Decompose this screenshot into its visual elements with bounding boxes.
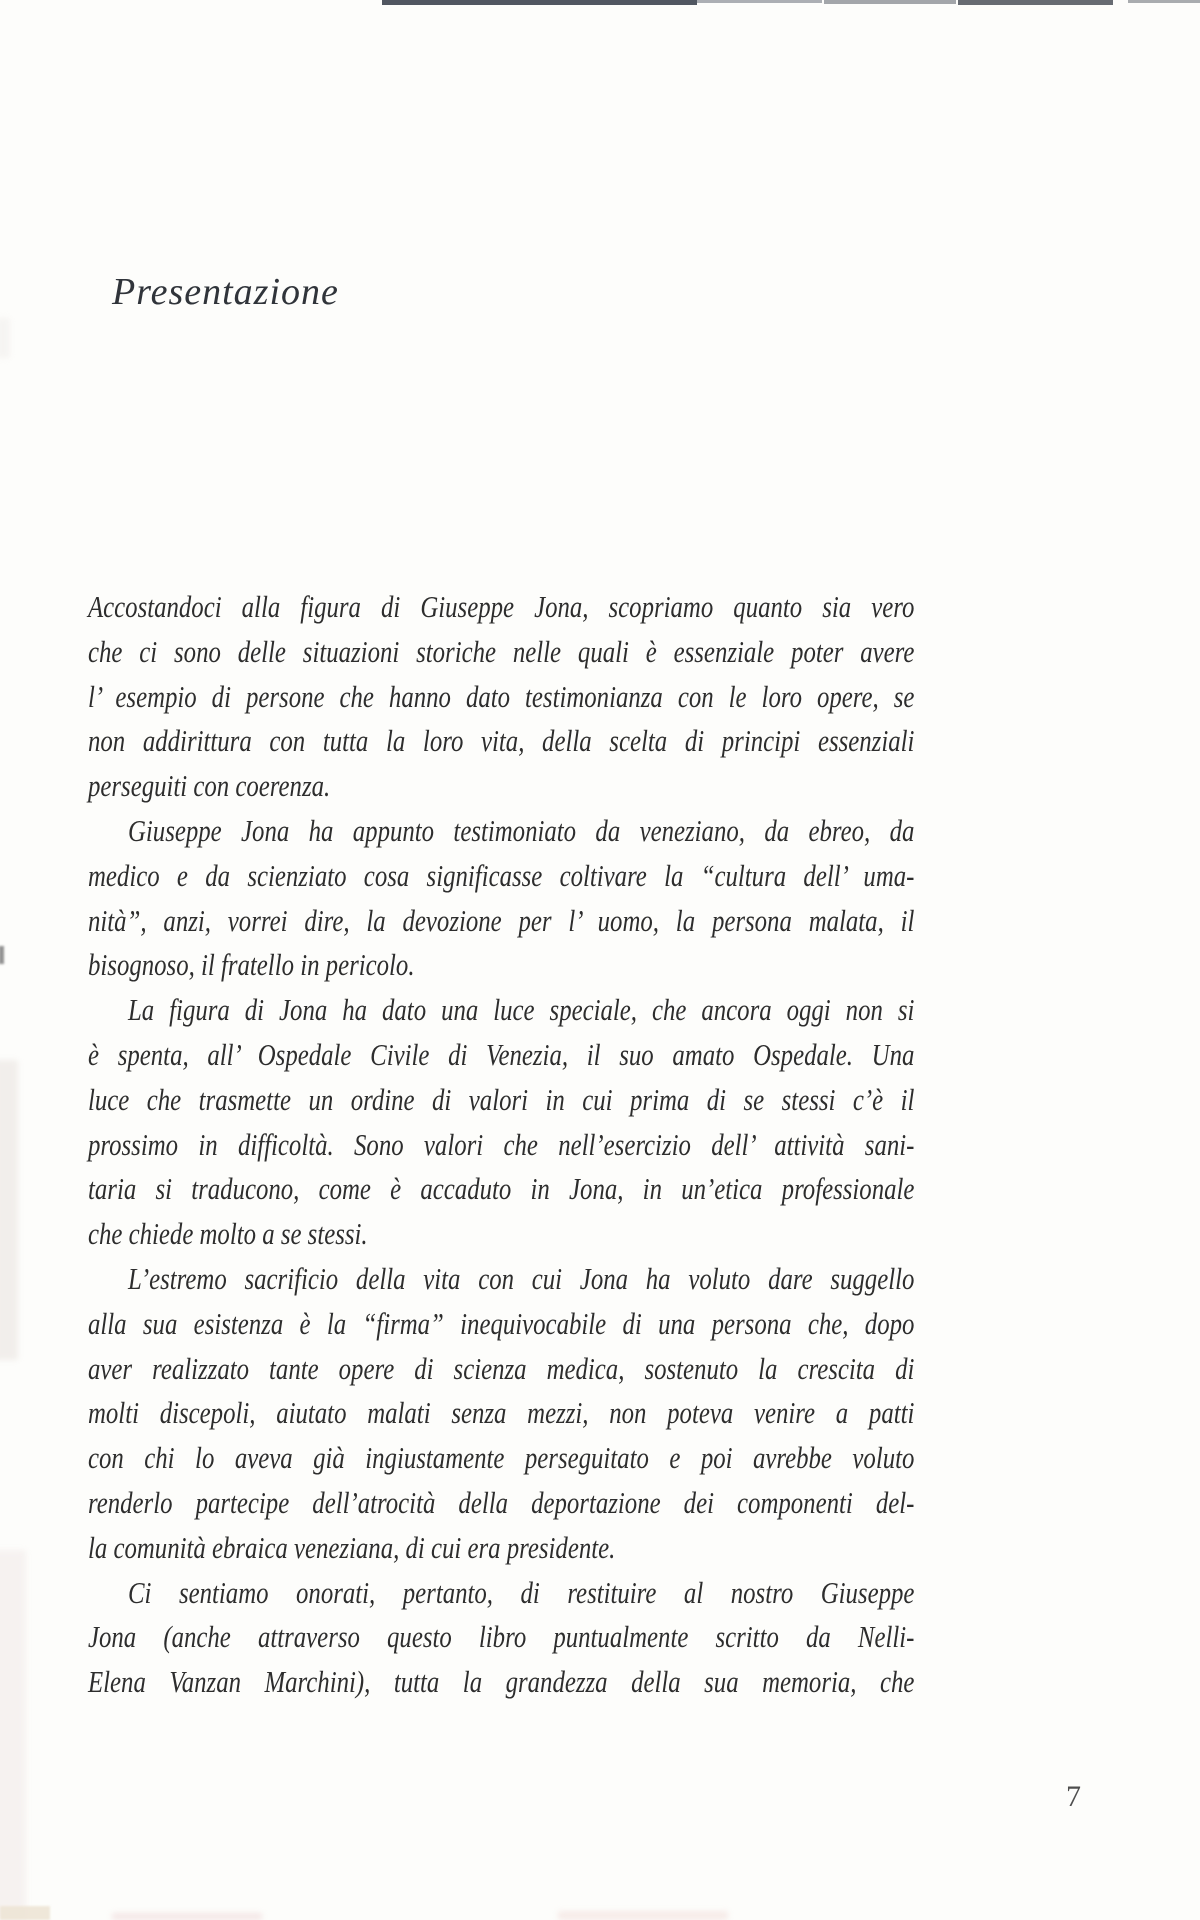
text-line: bisognoso, il fratello in pericolo.: [88, 947, 415, 983]
text-line: alla sua esistenza è la “firma” inequivocabile di una persona che, dopo: [88, 1305, 915, 1341]
text-line: l’ esempio di persone che hanno dato testimonianza con le loro opere, se: [88, 678, 915, 714]
page-title: Presentazione: [112, 271, 339, 313]
scan-smudge: [0, 1906, 50, 1920]
paragraph: [88, 1257, 914, 1571]
scan-smudge: [0, 946, 4, 964]
scan-smudge: [0, 318, 10, 358]
text-line: la comunità ebraica veneziana, di cui era presidente.: [88, 1529, 616, 1565]
scan-artifact-top-strip: [382, 0, 697, 5]
page-number: 7: [1066, 1780, 1081, 1813]
text-line: prossimo in difficoltà. Sono valori che nell’esercizio dell’ attività sani-: [88, 1126, 915, 1162]
text-line: L’estremo sacrificio della vita con cui Jona ha voluto dare suggello: [128, 1260, 915, 1296]
scan-smudge: [0, 1060, 18, 1360]
text-line: medico e da scienziato cosa significasse coltivare la “cultura dell’ uma-: [88, 857, 915, 893]
text-line: Ci sentiamo onorati, pertanto, di restituire al nostro Giuseppe: [128, 1574, 915, 1610]
text-block: [88, 585, 914, 1705]
scan-artifact-top-strip: [1128, 0, 1200, 3]
text-line: taria si traducono, come è accaduto in Jona, in un’etica professionale: [88, 1171, 915, 1207]
text-line: che ci sono delle situazioni storiche nelle quali è essenziale poter avere: [88, 633, 915, 669]
text-line: La figura di Jona ha dato una luce speciale, che ancora oggi non si: [128, 992, 915, 1028]
text-line: renderlo partecipe dell’atrocità della deportazione dei componenti del-: [88, 1484, 915, 1520]
text-line: perseguiti con coerenza.: [88, 768, 331, 804]
text-line: che chiede molto a se stessi.: [88, 1216, 368, 1252]
text-line: molti discepoli, aiutato malati senza mezzi, non poteva venire a patti: [88, 1395, 915, 1431]
text-line: è spenta, all’ Ospedale Civile di Venezia, il suo amato Ospedale. Una: [88, 1036, 915, 1072]
paragraph: [88, 809, 914, 988]
text-line: luce che trasmette un ordine di valori in cui prima di se stessi c’è il: [88, 1081, 915, 1117]
text-line: aver realizzato tante opere di scienza medica, sostenuto la crescita di: [88, 1350, 915, 1386]
text-line: Giuseppe Jona ha appunto testimoniato da veneziano, da ebreo, da: [128, 812, 915, 848]
scan-artifact-top-strip: [697, 0, 822, 3]
scan-artifact-top-strip: [958, 0, 1113, 5]
scan-smudge: [558, 1911, 728, 1920]
text-line: nità”, anzi, vorrei dire, la devozione per l’ uomo, la persona malata, il: [88, 902, 915, 938]
paragraph: [88, 988, 914, 1257]
paragraph: [88, 1571, 914, 1705]
text-line: non addirittura con tutta la loro vita, della scelta di principi essenziali: [88, 723, 915, 759]
text-line: con chi lo aveva già ingiustamente perseguitato e poi avrebbe voluto: [88, 1440, 915, 1476]
scan-artifact-top-strip: [824, 0, 956, 4]
text-line: Elena Vanzan Marchini), tutta la grandezza della sua memoria, che: [88, 1664, 915, 1700]
scan-smudge: [112, 1913, 262, 1920]
scan-smudge: [0, 1550, 26, 1920]
text-line: Jona (anche attraverso questo libro puntualmente scritto da Nelli-: [88, 1619, 915, 1655]
text-line: Accostandoci alla figura di Giuseppe Jona, scopriamo quanto sia vero: [88, 589, 915, 624]
paragraph: [88, 585, 914, 809]
